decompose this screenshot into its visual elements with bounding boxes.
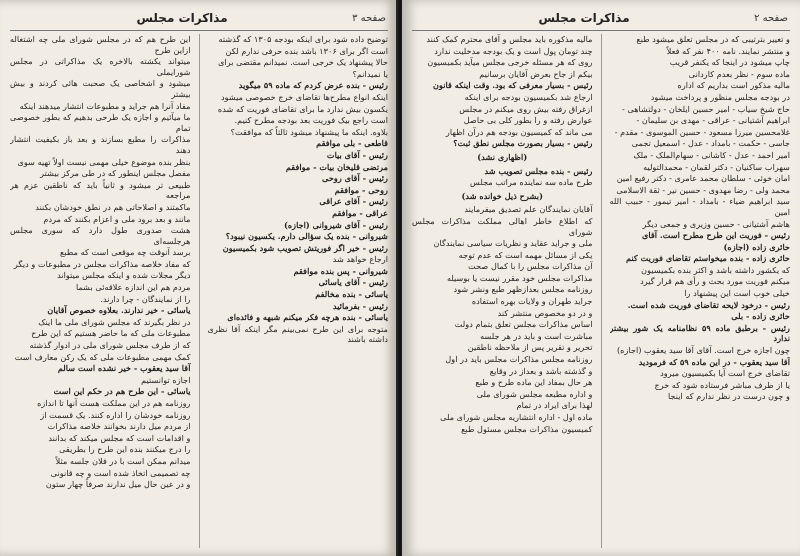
text-line: یاسائی - این طرح هم در حکم این است	[53, 386, 191, 397]
text-line: در نظر بگیرند که مجلس شورای ملی ما اینک	[38, 316, 191, 327]
text-line: مالیه مذکور است بداریم که اداره	[677, 80, 790, 91]
text-line: را از نمایندگان - چرا دارند.	[100, 293, 191, 304]
text-line: ارجاع شد بکمیسیون بودجه برای اینکه	[464, 91, 593, 102]
text-line: و اداره مطبعه مجلس شورای ملی	[476, 388, 593, 399]
text-line: مانند و بعد برود ملی و اعزام بکنند که مردم	[43, 213, 191, 224]
text-line: در بودجه مجلس منظور و پرداخت میشود	[650, 91, 790, 102]
text-line: اجازه توانستیم	[141, 374, 191, 385]
text-line: ازغراق رفته بیش روی میکنم در مجلس	[459, 103, 593, 114]
text-line: قاطعی - بلی موافقم	[316, 138, 388, 149]
text-line: جراید طهران و ولایات بهره استفاده	[471, 296, 593, 307]
text-line: کمک مهمی مطبوعات ملی که یک رکن معارف است	[14, 351, 191, 362]
text-line: را درج میکنند بنده این طرح را بطریقی	[59, 444, 191, 455]
text-line: میشود و اشخاصی یک صحبت هائی کردند و بیش بیشتر	[10, 78, 191, 99]
text-line: رئیس - آقای روحی	[322, 173, 388, 184]
left-page-col-right	[208, 34, 389, 548]
right-column-divider	[601, 34, 602, 548]
text-line: بیکم از جاح بعرض آقایان برسانیم	[479, 68, 593, 79]
text-line: حاج شیخ سیاب - امیر حسین ایلخان - دولتشاهی -	[622, 103, 790, 114]
text-line: رئیس - بسیار بصورت مجلس نطق ثبت؟	[453, 138, 593, 149]
text-line: آقایان نمایندگان علم تصدیق میفرمایند	[464, 204, 593, 215]
text-line: مباشرت است و باید در هر جلسه	[480, 330, 593, 341]
left-page-col-left	[10, 34, 191, 548]
text-line: آقا سید یعقوب - در این ماده ۵۹ که فرمودید	[638, 356, 790, 367]
text-line: مفصل مجلس اینطور که در طی مرکز بیشتر	[40, 168, 191, 179]
text-line: مردم هم این اندازه علاقه‌ئی بشما	[75, 282, 191, 293]
text-line: سید ابراهیم ضیاء - بامداد - امیر تیمور - حبیب الله امین	[609, 196, 790, 217]
text-line: غلامحسین میرزا مسعود - حسین الموسوی - مقدم -	[614, 126, 790, 137]
text-line: بنظر بنده موضوع خیلی مهمی نیست اولاً تهیه سوی	[17, 156, 191, 167]
text-line: و در دو مخصوص منتشر کند	[497, 307, 593, 318]
text-line: ماده سوم - نظر بعدم کاردانی	[688, 68, 790, 79]
text-line: است اگر برای ۱۳۰۶ باشد بنده حرفی ندارم لکن	[225, 45, 388, 56]
text-line: روزنامه مجلس بعدازظهر طبع ونشر شود	[453, 284, 593, 295]
right-page-columns	[412, 34, 790, 548]
text-line: محمد ولی - رضا مهدوی - حسین نیر - ثقة الاسلامی	[616, 184, 790, 195]
text-line: رئیس - بفرمائید	[332, 300, 388, 311]
text-line: تقاضای خرج است آیا بکمیسیون میرود	[660, 368, 790, 379]
text-line: (اظهاری نشد)	[477, 151, 528, 162]
text-line: یکی از مسائل مهمه است که عدم توجه	[458, 249, 593, 260]
text-line: ارجاع خواهد شد	[332, 254, 388, 265]
right-page-col-left	[412, 34, 593, 548]
text-line: لهذا برای ایراد در تمام	[516, 400, 593, 411]
text-line: هشت صدوری طول دارد که سوری مجلس هرجلسه‌ای	[10, 225, 191, 246]
right-page-header	[414, 8, 788, 28]
text-line: جاسی - حکمت - بامداد - عدل - اسمعیل تجمی	[631, 138, 790, 149]
text-line: ما میآئیم و اجازه یک طرحی بدهیم که بطور خصوصی تمام	[10, 112, 191, 133]
text-line: مفاد آنرا هم جراید و مطبوعات انتشار میدهند اینکه	[19, 100, 191, 111]
right-page-title: مذاکرات مجلس	[538, 11, 630, 25]
text-line: حائری زاده (اجازه)	[723, 241, 790, 252]
right-page-col-right	[610, 34, 791, 548]
right-page-number: صفحه ۲	[754, 12, 788, 24]
text-line: رئیس - درخود لایحه تقاضای فوریت شده است.	[627, 299, 790, 310]
text-line: طرح ماده سه نماینده مراتب مجلس	[469, 177, 593, 188]
left-page-number: صفحه ۳	[352, 12, 386, 24]
text-line: هر حال بمفاد این ماده طرح و طبع	[475, 377, 593, 388]
text-line: رئیس - بسیار معرفی که بود. وقت اینکه قانون	[432, 80, 593, 91]
text-line: روزنامه مجلس مذاکرات مجلس باید در اول	[445, 354, 593, 365]
text-line: رئیس - آقای شیروانی (اجازه)	[283, 219, 388, 230]
text-line: یا نمیدانم؟	[352, 68, 388, 79]
text-line: و گذشته باشد و بعداز در وقایع	[489, 365, 593, 376]
text-line: این طرح هم که در مجلس شورای ملی چه اشتغاله ازاین طرح	[10, 34, 191, 55]
text-line: و در عین حال میل ندارند صرفاً چهار ستون	[45, 479, 191, 490]
text-line: (بشرح ذیل خوانده شد)	[461, 190, 543, 201]
text-line: سهراب ساکنیان - دکتر لقمان - محمدالتولیه	[643, 161, 790, 172]
text-line: متوجه برای این طرح نمی‌بینم مگر اینکه آقا نظری داشته باشند	[207, 323, 388, 345]
text-line: حائری زاده - بنده میخواستم تقاضای فوریت کنم	[625, 253, 790, 264]
text-line: و منتشر نمایند. نامه ۴۰۰ نفر که فعلاً	[666, 45, 790, 56]
text-line: رئیس - بنده عرض کردم که ماده ۵۹ میگوید	[238, 80, 388, 91]
right-header-rule	[412, 30, 790, 31]
text-line: ماکمتند و اصلاحاتی هم در نطق خودشان بکنند	[35, 201, 191, 212]
text-line: شیروانی - بنده یک سؤالی دارم. یکسیون نیبود؟	[225, 231, 388, 242]
text-line: رئیس - آقای بیات	[326, 149, 388, 160]
text-line: طبیعی تر میشود و ثانیاً باید که ناطقین عزم هر مراجعه	[10, 179, 191, 201]
text-line: میتواند یکشته بالاخره یک مذاکراتی در مجلس شورایملی	[10, 56, 191, 77]
text-line: روی که هر مسئله خرجی مجلس میآید بکمیسیون	[427, 57, 593, 68]
text-line: روزنامه هم در این مملکت هست آنها تا اندازه	[37, 398, 191, 408]
right-page	[402, 0, 800, 556]
text-line: یا از طرف مباشر فرستاده شود که خرج	[654, 379, 790, 390]
text-line: که اطلاع خاطر اهالی مملکت مذاکرات مجلس شورای	[412, 215, 593, 237]
text-line: رئیس - برطبق ماده ۵۹ نظامنامه یک شور بیشتر ندارد	[609, 322, 790, 344]
text-line: مرتضی قلیخان بیات - موافقم	[285, 161, 388, 172]
left-page-columns	[10, 34, 388, 548]
text-line: کمیسیون مذاکرات مجلس مسئول طبع	[461, 423, 593, 434]
text-line: اساس مذاکرات مجلس تعلق بتمام دولت	[454, 319, 593, 330]
text-line: بلاوه. اینکه ما پیشنهاد میشود ثالثاً که موافقت؟	[230, 126, 388, 137]
text-line: چاپ میشود در اینجا که یکنفر قریب	[669, 57, 790, 68]
text-line: مالیه مذکوره باید مجلس و آقای محترم کمک کنند	[426, 34, 593, 44]
text-line: ملی و جراید عقاید و نظریات سیاسی نمایندگان	[433, 238, 593, 249]
text-line: مذاکرات مجلس خود مقرر نیست یا بوسیله	[446, 272, 593, 283]
text-line: یاسائی - بنده هرچه فکر میکنم شبهه و فائده‌ای	[227, 312, 388, 323]
left-header-rule	[10, 30, 388, 31]
text-line: حالا پیشنهاد یک خرجی است. نمیدانم مقتضی برای	[218, 57, 388, 68]
text-line: ابراهیم آشتیانی - عراقی - مهدی بن سلیمان -	[636, 115, 790, 126]
text-line: که از طرف مجلس شورای ملی در ادوار گذشته	[29, 340, 191, 351]
text-line: دیگر مجلات شده و اینکه مجلس میتواند	[57, 270, 191, 281]
left-page	[0, 0, 398, 556]
text-line: آقا سید یعقوب - خیر نشده است سالم	[57, 363, 191, 374]
text-line: است راجع بیک فوریت بعد بودجه مطرح کنیم.	[234, 115, 388, 126]
text-line: و تغییر بترتیبی که در مجلس تعلق میشود طبع	[636, 34, 790, 44]
text-line: امان خوئی - سلطان محمد عامری - دکتر رفیع امین	[616, 173, 790, 184]
text-line: یاسائی - خیر ندارند. بعلاوه خصوص آقایان	[47, 305, 191, 316]
text-line: رئیس - آقای عراقی	[319, 196, 388, 207]
text-line: یاسائی - بنده مخالفم	[315, 289, 388, 300]
text-line: رئیس - فوریت این طرح مطرح است. آقای	[641, 230, 790, 241]
text-line: شیروانی - پس بنده موافقم	[293, 265, 388, 276]
text-line: امیر احمد - عدل - کاشانی - سهام‌الملک - ملک	[633, 149, 790, 160]
text-line: عوارض رفته و را بطور کلی بی حاصل	[463, 115, 593, 126]
text-line: آن مذاکرات مجلس را با کمال صحت	[468, 261, 593, 272]
text-line: از مردم میل دارند بخوانند خلاصه مذاکرات	[47, 421, 191, 432]
text-line: حائری زاده - بلی	[731, 311, 790, 322]
text-line: عراقی - موافقم	[332, 207, 388, 218]
text-line: می ماند که کمیسیون بودجه هم درآن اظهار	[445, 126, 593, 137]
text-line: چند تومان پول است و یک بودجه مدخلیت ندارد	[434, 45, 593, 56]
text-line: اینکه انواع مطرح‌ها تقاضای خرج خصوصی میشود	[220, 91, 388, 102]
text-line: روزنامه خودشان را اداره کنند. یک قسمت از	[40, 409, 191, 420]
text-line: رئیس - آقای یاسائی	[318, 277, 388, 288]
text-line: ماده اول - اداره انتشاریه مجلس شورای ملی	[440, 412, 593, 422]
text-line: که یکشور داشته باشد و اکثر بنده بکمیسیون	[641, 264, 790, 275]
text-line: میکنم فوریت مورد بحث و رأی هم قرار گیرد	[640, 276, 790, 287]
text-line: و چون درست در نظر ندارم که اینجا	[667, 391, 790, 402]
text-line: تحریر و تقریر پس از ملاحظه ناطقین	[467, 342, 593, 353]
text-line: چه تصمیمی اتخاذ شده است و چه قانونی	[50, 467, 191, 478]
text-line: میدانم ممکن است با در فلان جلسه مثلاً	[55, 455, 191, 466]
text-line: رئیس - بنده مجلس تصویب شد	[484, 165, 593, 176]
text-line: رئیس - خیر اگر فوریتش تصویب شود بکمیسیون	[222, 242, 388, 253]
text-line: برسد آنوقت چه موقعی است که مطبع	[60, 247, 191, 258]
text-line: هاشم آشتیانی - حسین وزیری و جمعی دیگر	[642, 218, 790, 229]
text-line: مذاکرات را مطبع بسازند و بعد باز بکیفیت انتشار دهند	[10, 134, 191, 155]
text-line: مطبوعات ملی که ما حاضر هستیم که این طرح	[31, 328, 191, 339]
text-line: توضیح داده شود برای اینکه بودجه ۱۳۰۵ که گذشته	[218, 34, 388, 44]
left-page-header	[12, 8, 386, 28]
text-line: روحی - موافقم	[334, 184, 388, 195]
text-line: یکسون بیش ندارد ما برای تقاضای فوریت که شده	[217, 103, 388, 114]
text-line: و اقدامات است که مجلس میکند که بدانند	[48, 432, 191, 443]
text-line: که مفاد خلاصه مذاکرات مجلس در مطبوعات و دیگر	[13, 258, 191, 269]
text-line: خیلی خوب است این پیشنهاد را	[684, 288, 790, 299]
left-column-divider	[199, 34, 200, 548]
left-page-title: مذاکرات مجلس	[136, 11, 228, 25]
text-line: چون اجازه خرج است. آقای آقا سید یعقوب (اجازه)	[616, 345, 790, 356]
